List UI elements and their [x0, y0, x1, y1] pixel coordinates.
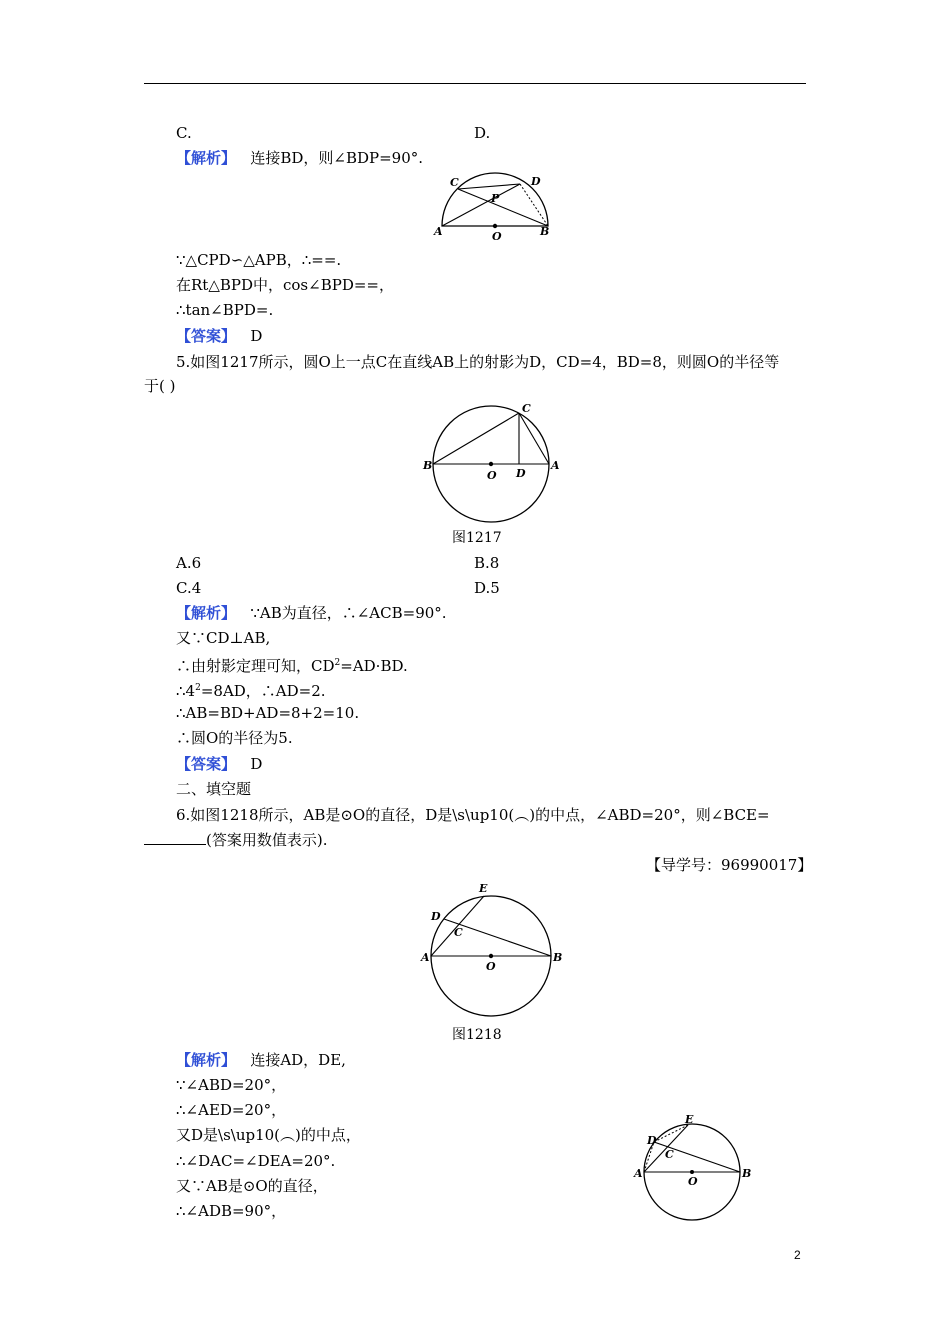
figure-caption-1217: 图1217 — [452, 530, 502, 546]
q4-option-c: C. — [176, 124, 192, 142]
q4-analysis — [176, 148, 423, 168]
fig-label-b: B — [742, 1167, 752, 1180]
analysis-text: 连接BD，则∠BDP=90°. — [250, 149, 424, 167]
fig-label-o: O — [492, 230, 502, 243]
fig-label-p: P — [491, 192, 500, 205]
step-text: ∴4 — [176, 682, 196, 700]
q6-step-3: 又D是\s\up10(︵)的中点， — [176, 1126, 361, 1144]
q5-option-c: C.4 — [176, 579, 202, 597]
q6-step-6: ∴∠ADB=90°， — [176, 1202, 287, 1220]
superscript: 2 — [334, 658, 341, 668]
answer-blank — [144, 830, 206, 845]
q6-step-1: ∵∠ABD=20°， — [176, 1076, 287, 1094]
fig-label-c: C — [665, 1148, 674, 1161]
figure-q6-solution — [625, 1108, 755, 1226]
q4-answer — [176, 326, 262, 346]
q5-stem-line-1: 5.如图1217所示，圆O上一点C在直线AB上的射影为D，CD=4，BD=8，则圆O的半径等 — [176, 353, 780, 371]
q5-step-1: 又∵CD⊥AB, — [176, 629, 271, 647]
page-number: 2 — [794, 1248, 801, 1262]
q4-option-d: D. — [474, 124, 491, 142]
q6-step-2: ∴∠AED=20°， — [176, 1101, 287, 1119]
analysis-text: 连接AD，DE, — [250, 1051, 346, 1069]
fig-label-a: A — [634, 1167, 643, 1180]
q6-stem-line-2 — [144, 830, 327, 850]
fig-label-a: A — [421, 951, 430, 964]
analysis-tag: 【解析】 — [176, 604, 237, 622]
q4-step-3: ∴tan∠BPD=. — [176, 301, 274, 319]
q5-option-a: A.6 — [176, 554, 202, 572]
guide-number: 【导学号：96990017】 — [646, 856, 813, 874]
answer-tag: 【答案】 — [176, 327, 237, 345]
fig-label-d: D — [516, 467, 526, 480]
q5-answer — [176, 754, 262, 774]
fig-label-c: C — [450, 176, 459, 189]
q5-option-b: B.8 — [474, 554, 500, 572]
step-text: =8AD，∴AD=2. — [200, 682, 326, 700]
step-text: =AD·BD. — [340, 657, 408, 675]
figure-caption-1218: 图1218 — [452, 1027, 502, 1043]
section-heading: 二、填空题 — [176, 780, 252, 798]
q4-step-2: 在Rt△BPD中，cos∠BPD==， — [176, 276, 394, 294]
figure-q4-semicircle — [430, 172, 560, 244]
fig-label-c: C — [454, 926, 463, 939]
q6-step-4: ∴∠DAC=∠DEA=20°. — [176, 1152, 336, 1170]
figure-1218 — [415, 878, 570, 1023]
header-rule — [144, 83, 806, 84]
analysis-tag: 【解析】 — [176, 149, 237, 167]
q5-step-5: ∴圆O的半径为5. — [176, 729, 293, 747]
fig-label-b: B — [553, 951, 563, 964]
fig-label-d: D — [647, 1134, 657, 1147]
q5-stem-line-2: 于( ) — [144, 377, 176, 395]
q5-step-2 — [176, 653, 408, 676]
answer-value: D — [250, 327, 263, 345]
fig-label-o: O — [688, 1175, 698, 1188]
fig-label-d: D — [531, 175, 541, 188]
fig-label-d: D — [431, 910, 441, 923]
fig-label-b: B — [540, 225, 550, 238]
fig-label-a: A — [551, 459, 560, 472]
fig-label-o: O — [486, 960, 496, 973]
analysis-tag: 【解析】 — [176, 1051, 237, 1069]
answer-value: D — [250, 755, 263, 773]
fig-label-a: A — [434, 225, 443, 238]
step-text: ∴由射影定理可知，CD — [176, 657, 335, 675]
answer-tag: 【答案】 — [176, 755, 237, 773]
q5-step-4: ∴AB=BD+AD=8+2=10. — [176, 704, 360, 722]
superscript: 2 — [195, 683, 201, 693]
fig-label-c: C — [522, 402, 531, 415]
q6-step-5: 又∵AB是⊙O的直径， — [176, 1177, 328, 1195]
fig-label-b: B — [423, 459, 433, 472]
q5-analysis — [176, 603, 447, 623]
q6-analysis — [176, 1050, 346, 1070]
q5-step-3 — [176, 678, 326, 701]
figure-1217 — [420, 398, 565, 526]
fig-label-e: E — [685, 1113, 694, 1126]
fig-label-o: O — [487, 469, 497, 482]
q6-stem-line-1: 6.如图1218所示，AB是⊙O的直径，D是\s\up10(︵)的中点，∠ABD=20°，则∠BCE= — [176, 806, 770, 824]
q4-step-1: ∵△CPD∽△APB，∴==. — [176, 251, 342, 269]
q5-option-d: D.5 — [474, 579, 500, 597]
fig-label-e: E — [479, 882, 488, 895]
stem-text: (答案用数值表示). — [206, 831, 328, 849]
analysis-text: ∵AB为直径，∴∠ACB=90°. — [250, 604, 447, 622]
